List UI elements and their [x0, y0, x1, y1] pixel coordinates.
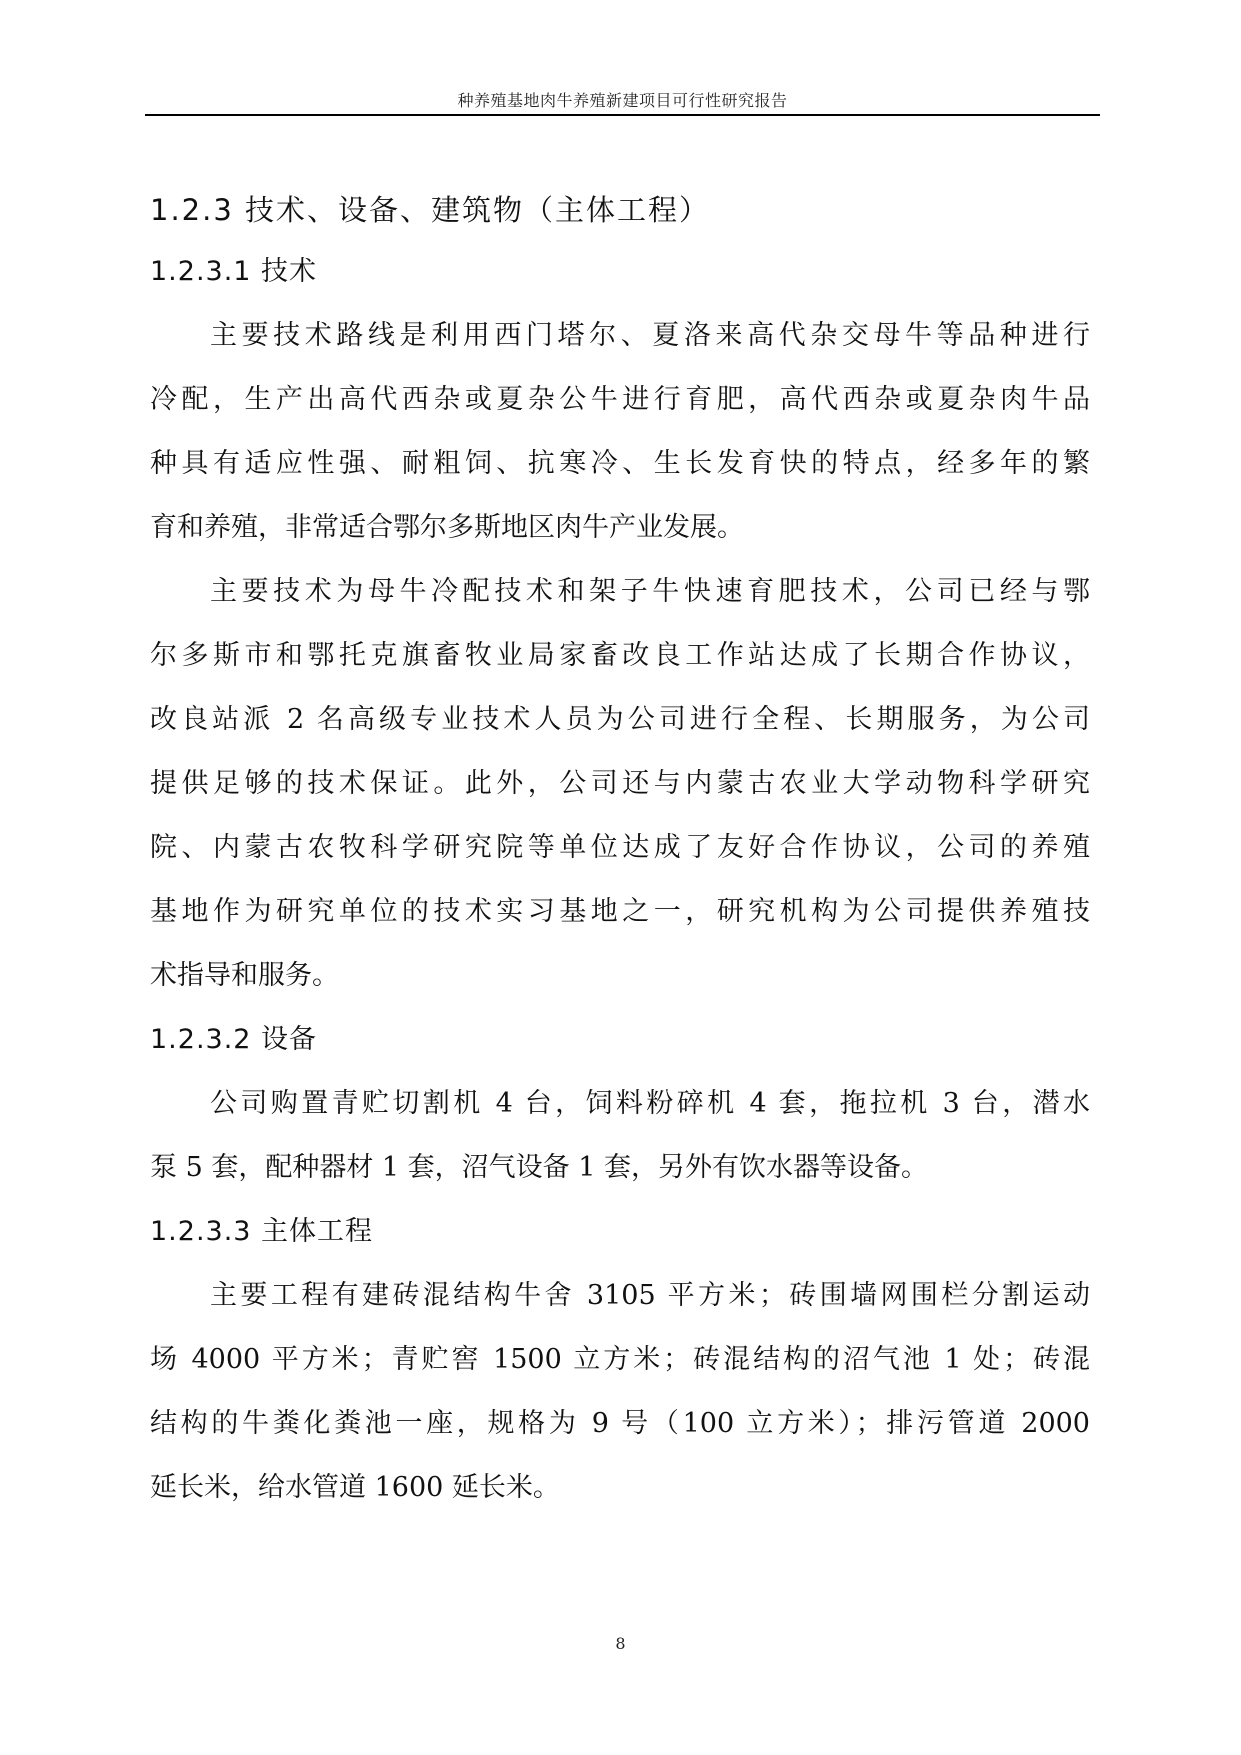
paragraph-line: 场 4000 平方米；青贮窖 1500 立方米；砖混结构的沼气池 1 处；砖混	[150, 1344, 1090, 1375]
paragraph-line: 结构的牛粪化粪池一座，规格为 9 号（100 立方米）；排污管道 2000	[150, 1408, 1090, 1439]
subsection-heading-main-works: 1.2.3.3 主体工程	[150, 1216, 374, 1247]
paragraph-line: 基地作为研究单位的技术实习基地之一，研究机构为公司提供养殖技	[150, 896, 1090, 927]
subsection-heading-tech: 1.2.3.1 技术	[150, 256, 318, 287]
paragraph-line: 主要技术路线是利用西门塔尔、夏洛来高代杂交母牛等品种进行	[210, 320, 1090, 351]
running-header: 种养殖基地肉牛养殖新建项目可行性研究报告	[457, 91, 788, 110]
paragraph-line: 延长米，给水管道 1600 延长米。	[150, 1472, 560, 1503]
section-heading: 1.2.3 技术、设备、建筑物（主体工程）	[150, 193, 711, 227]
paragraph-line: 公司购置青贮切割机 4 台，饲料粉碎机 4 套，拖拉机 3 台，潜水	[210, 1088, 1090, 1119]
paragraph-line: 院、内蒙古农牧科学研究院等单位达成了友好合作协议，公司的养殖	[150, 832, 1090, 863]
header-divider	[145, 114, 1100, 116]
paragraph-tech-route	[150, 304, 1090, 560]
paragraph-main-works	[150, 1264, 1090, 1520]
paragraph-line: 尔多斯市和鄂托克旗畜牧业局家畜改良工作站达成了长期合作协议，	[150, 640, 1090, 671]
paragraph-line: 主要技术为母牛冷配技术和架子牛快速育肥技术，公司已经与鄂	[210, 576, 1090, 607]
paragraph-equipment	[150, 1072, 1090, 1200]
paragraph-tech-cooperation	[150, 560, 1090, 1008]
page-number: 8	[615, 1634, 626, 1653]
subsection-heading-equipment: 1.2.3.2 设备	[150, 1024, 318, 1055]
paragraph-line: 提供足够的技术保证。此外，公司还与内蒙古农业大学动物科学研究	[150, 768, 1090, 799]
paragraph-line: 种具有适应性强、耐粗饲、抗寒冷、生长发育快的特点，经多年的繁	[150, 448, 1090, 479]
paragraph-line: 主要工程有建砖混结构牛舍 3105 平方米；砖围墙网围栏分割运动	[210, 1280, 1090, 1311]
document-body	[150, 180, 1090, 1520]
paragraph-line: 冷配，生产出高代西杂或夏杂公牛进行育肥，高代西杂或夏杂肉牛品	[150, 384, 1090, 415]
paragraph-line: 改良站派 2 名高级专业技术人员为公司进行全程、长期服务，为公司	[150, 704, 1090, 735]
paragraph-line: 育和养殖，非常适合鄂尔多斯地区肉牛产业发展。	[150, 512, 744, 543]
paragraph-line: 术指导和服务。	[150, 960, 339, 991]
paragraph-line: 泵 5 套，配种器材 1 套，沼气设备 1 套，另外有饮水器等设备。	[150, 1152, 929, 1183]
